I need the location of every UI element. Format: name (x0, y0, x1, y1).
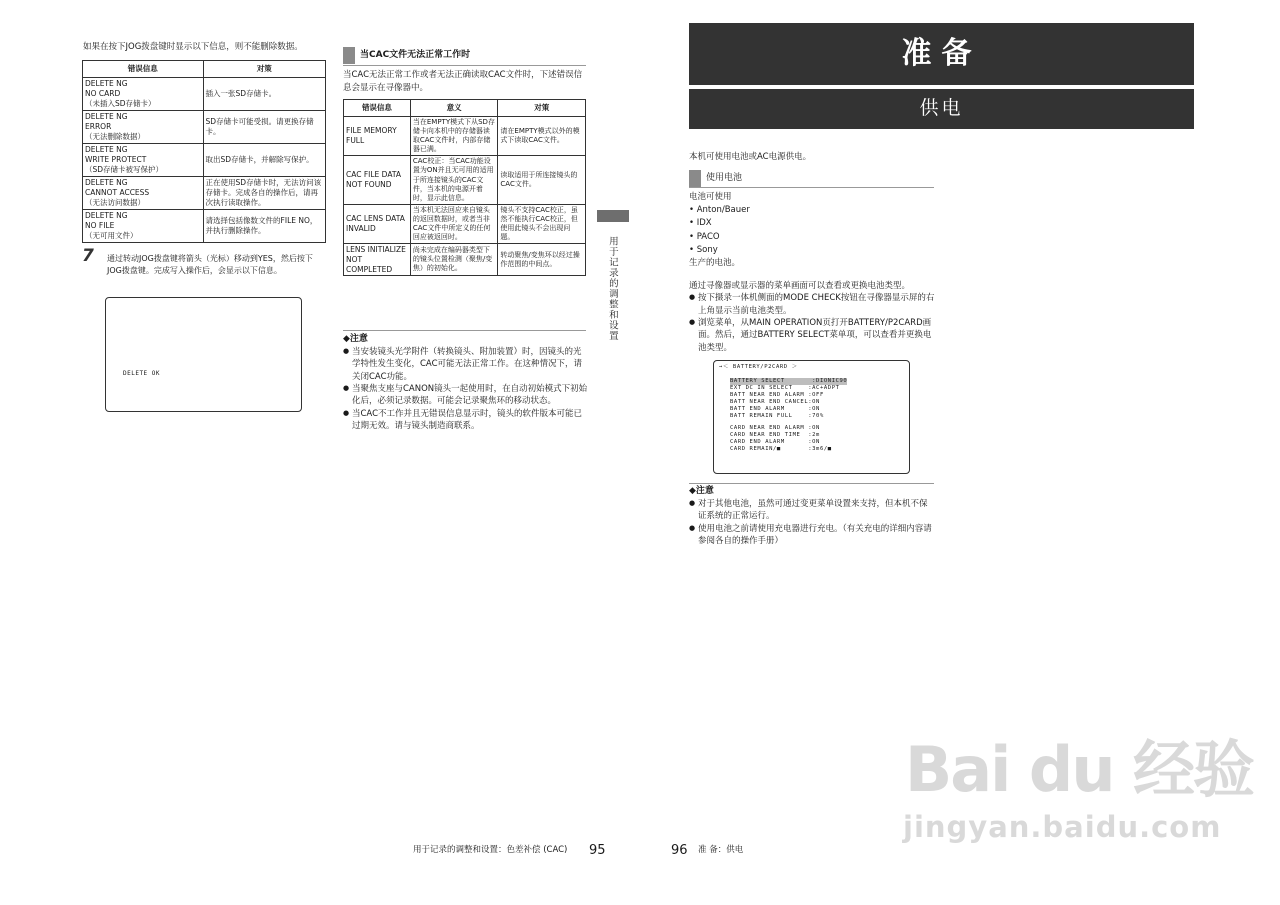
table-row (83, 177, 326, 210)
note-block (343, 333, 588, 432)
error-message-line: NO FILE (85, 221, 115, 231)
error-message-cell (83, 111, 204, 144)
table-row (83, 78, 326, 111)
table-header: 对策 (498, 100, 586, 117)
footer-left: 用于记录的调整和设置：色差补偿 (CAC) (413, 845, 568, 855)
remedy-cell: 读取适用于所连接镜头的CAC文件。 (498, 156, 586, 204)
remedy-cell: 插入一张SD存储卡。 (203, 78, 325, 111)
table-header: 错误信息 (83, 61, 204, 78)
list-item: • Sony (689, 244, 934, 257)
error-message-cell (83, 78, 204, 111)
menu-row: EXT DC IN SELECT :AC+ADPT (730, 385, 840, 392)
error-message-line: （无可用文件） (85, 230, 138, 240)
error-message-line: （无法删除数据） (85, 131, 145, 141)
section-marker (689, 170, 701, 187)
remedy-cell: 取出SD存储卡，并解除写保护。 (203, 144, 325, 177)
cac-heading-text: 当CAC文件无法正常工作时 (360, 50, 471, 61)
error-message-line: （未插入SD存储卡） (85, 98, 156, 108)
remedy-cell: 请选择包括像数文件的FILE NO，并执行删除操作。 (203, 210, 325, 243)
side-tab-label: 用于记录的调整和设置 (606, 236, 618, 341)
note-title: ◆注意 (689, 486, 714, 496)
error-message-line: （无法访问数据） (85, 197, 145, 207)
divider (343, 65, 586, 66)
meaning-cell: 当在EMPTY模式下从SD存储卡向本机中的存储器读取CAC文件时，内部存储器已满。 (410, 117, 498, 156)
note-item: ● 当CAC不工作并且无错误信息显示时，镜头的软件版本可能已过期无效。请与镜头制造商联系。 (343, 408, 588, 433)
list-item: • IDX (689, 217, 934, 230)
menu-row: CARD REMAIN/■ :3m6/■ (730, 446, 832, 453)
menu-row: BATT REMAIN FULL :70% (730, 413, 824, 420)
error-message-line: DELETE NG (85, 145, 128, 155)
note-item: ● 当安装镜头光学附件（转换镜头、附加装置）时，因镜头的光学特性发生变化，CAC可能无法正常工作。在这种情况下，请关闭CAC功能。 (343, 346, 588, 383)
remedy-cell: SD存储卡可能受损。请更换存储卡。 (203, 111, 325, 144)
error-message-line: DELETE NG (85, 112, 128, 122)
battery-heading-text: 使用电池 (706, 173, 743, 184)
error-message-cell (83, 210, 204, 243)
menu-row: CARD NEAR END TIME :2m (730, 432, 820, 439)
table-header: 对策 (203, 61, 325, 78)
error-name-cell: CAC LENS DATA INVALID (344, 204, 411, 243)
note-item: ● 使用电池之前请使用充电器进行充电。（有关充电的详细内容请参阅各自的操作手册） (689, 523, 935, 548)
menu-row: BATT END ALARM :ON (730, 406, 820, 413)
list-item: • Anton/Bauer (689, 204, 934, 217)
error-message-line: ERROR (85, 122, 112, 132)
error-message-cell (83, 177, 204, 210)
menu-row-selected: BATTERY SELECT :DIONIC90 (730, 378, 848, 384)
step-number: 7 (82, 246, 94, 266)
menu-instructions (689, 280, 935, 354)
page-number-right: 96 (671, 843, 688, 858)
error-message-cell (83, 144, 204, 177)
footer-right: 准 备：供电 (698, 845, 744, 855)
note-item: ● 对于其他电池，虽然可通过变更菜单设置来支持，但本机不保证系统的正常运行。 (689, 498, 935, 523)
menu-screen (713, 360, 910, 474)
error-message-line: NO CARD (85, 89, 121, 99)
error-message-line: CANNOT ACCESS (85, 188, 150, 198)
error-message-line: WRITE PROTECT (85, 155, 147, 165)
table-row (344, 204, 586, 243)
error-message-line: DELETE NG (85, 211, 128, 221)
note-title: ◆注意 (343, 334, 368, 344)
remedy-cell: 正在使用SD存储卡时，无法访问该存储卡。完成各自的操作后，请再次执行读取操作。 (203, 177, 325, 210)
list-item: • PACO (689, 231, 934, 244)
menu-screen-header: →＜ BATTERY/P2CARD ＞ (719, 364, 798, 370)
section-title: 供电 (689, 89, 1194, 129)
remedy-cell: 镜头不支持CAC校正，虽然不能执行CAC校正，但使用此镜头不会出现问题。 (498, 204, 586, 243)
menu-row: BATT NEAR END ALARM :OFF (730, 392, 824, 399)
table-header: 意义 (410, 100, 498, 117)
divider (689, 187, 934, 188)
table-header: 错误信息 (344, 100, 411, 117)
table-row (344, 156, 586, 204)
meaning-cell: CAC校正：当CAC功能设置为ON并且无可用的适用于所连接镜头的CAC文件，当本机的电源开着时，显示此信息。 (410, 156, 498, 204)
divider (689, 483, 934, 484)
lcd-message: DELETE OK (123, 370, 161, 377)
remedy-cell: 转动聚焦/变焦环以经过操作范围的中间点。 (498, 244, 586, 276)
error-message-line: DELETE NG (85, 178, 128, 188)
menu-row: BATT NEAR END CANCEL:ON (730, 399, 820, 406)
remedy-cell: 请在EMPTY模式以外的模式下读取CAC文件。 (498, 117, 586, 156)
table-row (344, 117, 586, 156)
section-marker (343, 47, 355, 64)
error-message-line: DELETE NG (85, 79, 128, 89)
battery-tail: 生产的电池。 (689, 257, 741, 268)
table-row (344, 244, 586, 276)
battery-list (689, 191, 934, 270)
delete-error-table (82, 60, 326, 243)
cac-error-table (343, 99, 586, 276)
meaning-cell: 当本机无法回应来自镜头的返回数据时，或者当非CAC文件中所定义的任何回应被返回时。 (410, 204, 498, 243)
meaning-cell: 尚未完成在编码器类型下的镜头位置检测（聚焦/变焦）的初始化。 (410, 244, 498, 276)
lcd-display (105, 297, 302, 412)
watermark-url: jingyan.baidu.com (903, 810, 1222, 844)
error-name-cell: CAC FILE DATA NOT FOUND (344, 156, 411, 204)
note-block (689, 485, 935, 547)
page-number-left: 95 (589, 843, 606, 858)
error-name-cell: FILE MEMORY FULL (344, 117, 411, 156)
battery-section-heading (689, 170, 742, 187)
list-item: ● 按下摄录一体机侧面的MODE CHECK按钮在寻像器显示屏的右上角显示当前电池类型。 (689, 292, 935, 317)
error-name-cell: LENS INITIALIZE NOT COMPLETED (344, 244, 411, 276)
chapter-title: 准备 (689, 23, 1194, 85)
divider (343, 330, 586, 331)
table-row (83, 144, 326, 177)
side-tab-marker (597, 210, 629, 222)
menu-row: CARD NEAR END ALARM :ON (730, 425, 820, 432)
intro-text: 如果在按下JOG拨盘键时显示以下信息，则不能删除数据。 (83, 42, 303, 52)
battery-lead: 电池可使用 (689, 192, 732, 202)
menu-intro-text: 通过寻像器或显示器的菜单画面可以查看或更换电池类型。 (689, 281, 911, 291)
table-row (83, 111, 326, 144)
step-text: 通过转动JOG拨盘键将箭头（光标）移动到YES，然后按下JOG拨盘键。完成写入操作后，会显示以下信息。 (107, 254, 313, 275)
error-message-line: （SD存储卡被写保护） (85, 164, 164, 174)
list-item: ● 浏览菜单，从MAIN OPERATION页打开BATTERY/P2CARD画面。然后，通过BATTERY SELECT菜单项，可以查看并更换电池类型。 (689, 317, 935, 354)
menu-row: CARD END ALARM :ON (730, 439, 820, 446)
cac-intro: 当CAC无法正常工作或者无法正确读取CAC文件时，下述错误信息会显示在寻像器中。 (343, 70, 583, 93)
watermark-logo: Bai du 经验 (905, 733, 1254, 806)
power-intro: 本机可使用电池或AC电源供电。 (689, 152, 812, 162)
table-row (83, 210, 326, 243)
note-item: ● 当聚焦支座与CANON镜头一起使用时，在自动初始模式下初始化后，必须记录数据。可能会记录聚焦环的移动状态。 (343, 383, 588, 408)
cac-section-heading (343, 47, 470, 64)
